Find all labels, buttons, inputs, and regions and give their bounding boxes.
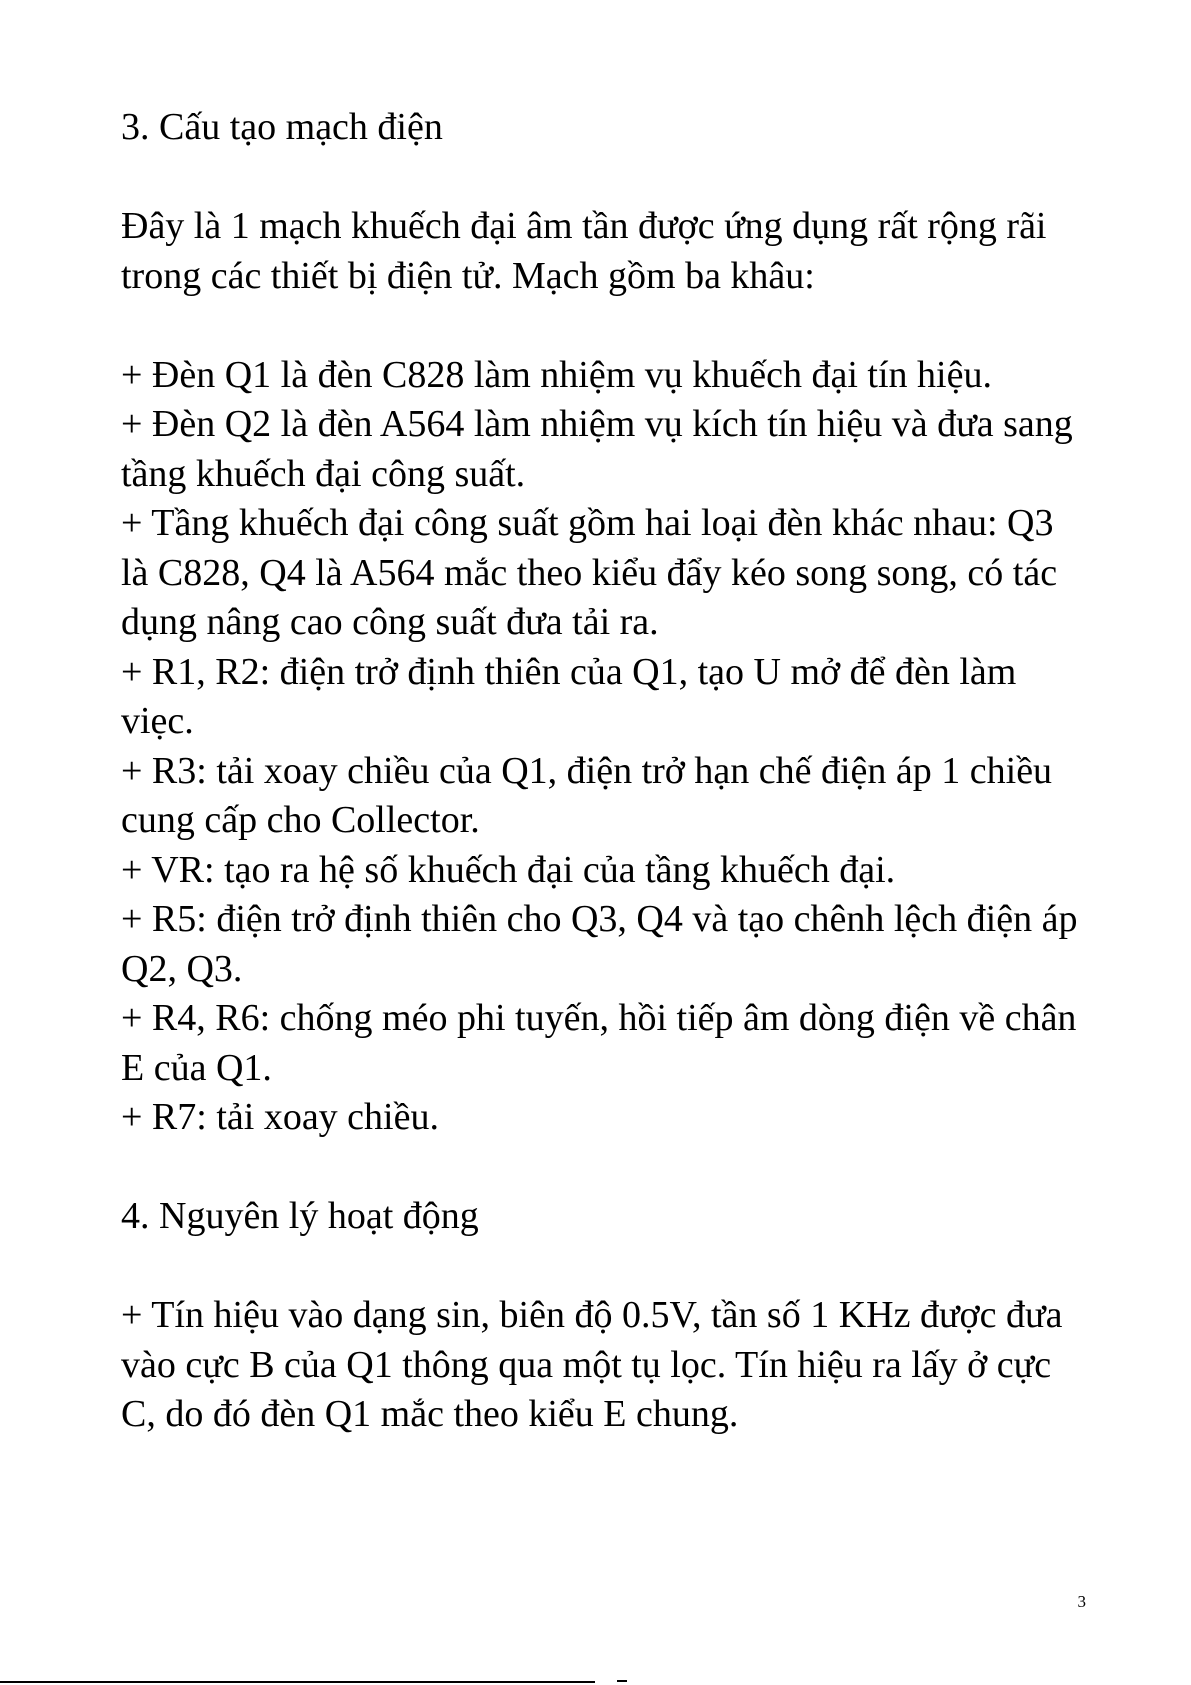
footer-mark (617, 1680, 627, 1682)
section-3-heading: 3. Cấu tạo mạch điện (121, 106, 443, 148)
spacer (121, 1143, 1081, 1193)
section-3-intro: Đây là 1 mạch khuếch đại âm tần được ứng dụng rất rộng rãi trong các thiết bị điện tử. Mạch gồm ba khâu: (121, 205, 1047, 297)
footer-rule (0, 1681, 595, 1683)
list-item: + Tầng khuếch đại công suất gồm hai loại đèn khác nhau: Q3 là C828, Q4 là A564 mắc theo kiểu đẩy kéo song song, có tác dụng nâng cao công suất đưa tải ra. (121, 502, 1058, 643)
list-item: + R4, R6: chống méo phi tuyến, hồi tiếp âm dòng điện về chân E của Q1. (121, 997, 1077, 1089)
list-item: + R7: tải xoay chiều. (121, 1096, 439, 1138)
spacer (121, 153, 1081, 203)
page-number: 3 (1077, 1592, 1086, 1611)
spacer (121, 301, 1081, 351)
list-item: + R1, R2: điện trở định thiên của Q1, tạo U mở để đèn làm viẹc. (121, 650, 1017, 742)
section-4-heading: 4. Nguyên lý hoạt động (121, 1195, 479, 1237)
list-item: + R3: tải xoay chiều của Q1, điện trở hạn chế điện áp 1 chiều cung cấp cho Collector. (121, 749, 1053, 841)
list-item: + R5: điện trở định thiên cho Q3, Q4 và tạo chênh lệch điện áp Q2, Q3. (121, 898, 1078, 990)
list-item: + Đèn Q2 là đèn A564 làm nhiệm vụ kích tín hiệu và đưa sang tầng khuếch đại công suất. (121, 403, 1073, 495)
list-item: + Tín hiệu vào dạng sin, biên độ 0.5V, tần số 1 KHz được đưa vào cực B của Q1 thông qua một tụ lọc. Tín hiệu ra lấy ở cực C, do đó đèn Q1 mắc theo kiểu E chung. (121, 1294, 1063, 1435)
list-item: + Đèn Q1 là đèn C828 làm nhiệm vụ khuếch đại tín hiệu. (121, 353, 992, 396)
page-content (121, 103, 1081, 1440)
spacer (121, 1242, 1081, 1292)
list-item: + VR: tạo ra hệ số khuếch đại của tầng khuếch đại. (121, 848, 896, 891)
